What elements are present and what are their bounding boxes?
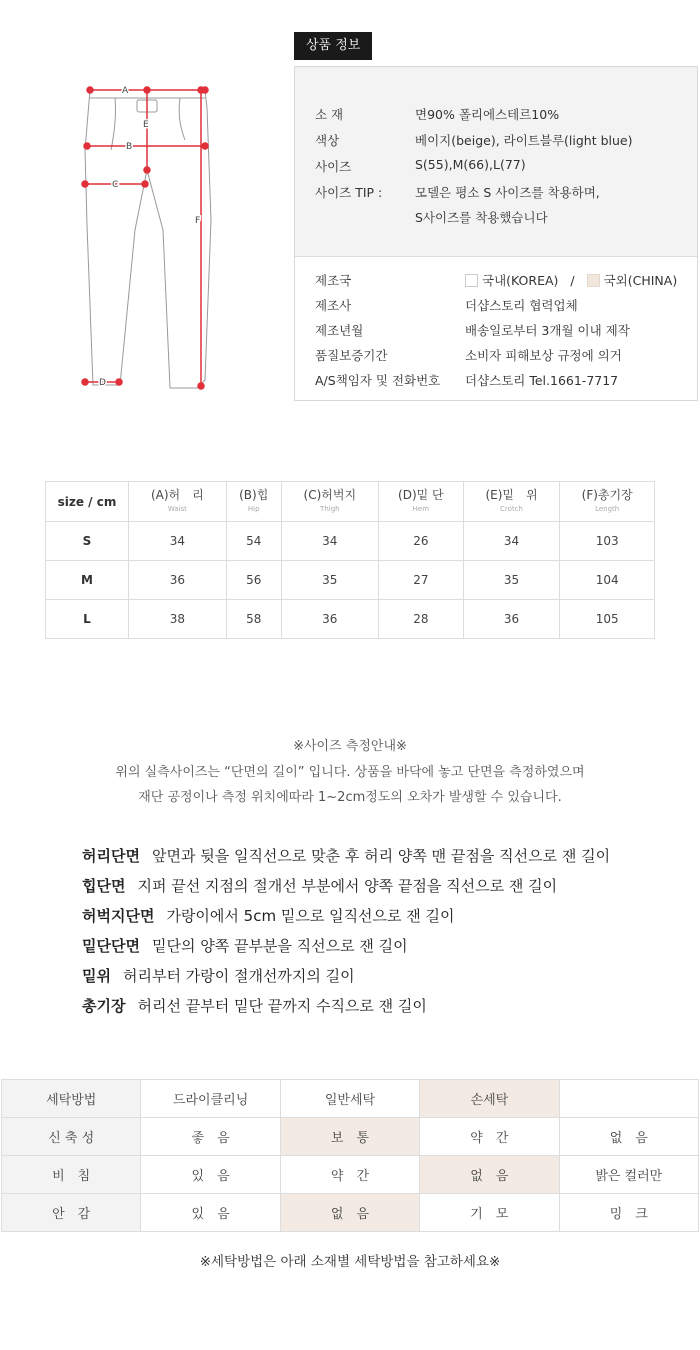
diagram-label-b: B — [126, 142, 133, 152]
size-cell: 26 — [378, 522, 463, 561]
size-tip-value-2: S사이즈를 착용했습니다 — [415, 210, 548, 225]
size-label: 사이즈 — [315, 159, 352, 174]
size-name: S — [46, 522, 129, 561]
size-col-header — [463, 482, 560, 522]
table-row — [2, 1080, 699, 1118]
origin-label: 제조국 — [315, 273, 352, 288]
table-row — [46, 561, 655, 600]
info-box — [294, 66, 698, 401]
size-cell: 105 — [560, 600, 655, 639]
foreign-checkbox-icon — [587, 274, 600, 287]
wash-table — [1, 1079, 699, 1232]
size-col-sub: Waist — [167, 504, 187, 513]
notice-title: ※사이즈 측정안내※ — [293, 739, 407, 754]
size-col-label: (D)밑 단 — [398, 487, 444, 502]
measure-desc: 지퍼 끝선 지점의 절개선 부분에서 양쪽 끝점을 직선으로 잰 길이 — [137, 877, 558, 895]
wash-cell: 기 모 — [420, 1194, 559, 1232]
size-table-header — [46, 482, 655, 522]
size-cell: 36 — [281, 600, 378, 639]
size-cell: 34 — [281, 522, 378, 561]
measure-term: 총기장 — [82, 997, 126, 1015]
size-cell: 104 — [560, 561, 655, 600]
origin-separator: / — [570, 273, 575, 288]
size-table-corner: size / cm — [46, 482, 129, 522]
origin-foreign: 국외(CHINA) — [603, 273, 678, 288]
table-row — [2, 1156, 699, 1194]
maker-value: 더샵스토리 협력업체 — [465, 298, 578, 313]
size-cell: 36 — [129, 561, 227, 600]
maker-label: 제조사 — [315, 298, 352, 313]
size-col-header — [129, 482, 227, 522]
info-title: 상품 정보 — [294, 32, 372, 60]
wash-footnote: ※세탁방법은 아래 소재별 세탁방법을 참고하세요※ — [199, 1254, 501, 1270]
size-col-label: (F)총기장 — [581, 487, 633, 502]
wash-cell: 드라이클리닝 — [141, 1080, 280, 1118]
size-table — [45, 481, 655, 639]
made-date-label: 제조년월 — [315, 323, 364, 338]
table-row — [46, 600, 655, 639]
wash-cell: 좋 음 — [141, 1118, 280, 1156]
pants-measurement-diagram — [75, 80, 225, 400]
measure-length — [82, 995, 427, 1016]
size-cell: 34 — [463, 522, 560, 561]
size-cell: 103 — [560, 522, 655, 561]
measure-desc: 허리부터 가랑이 절개선까지의 길이 — [122, 967, 355, 985]
measure-term: 허리단면 — [82, 847, 140, 865]
size-col-sub: Hem — [412, 504, 430, 513]
color-label: 색상 — [315, 133, 340, 148]
size-cell: 36 — [463, 600, 560, 639]
size-tip-label: 사이즈 TIP : — [315, 185, 383, 200]
size-col-label: (A)허 리 — [150, 487, 204, 502]
measure-crotch — [82, 965, 355, 986]
wash-cell: 있 음 — [141, 1156, 280, 1194]
wash-cell-selected: 손세탁 — [420, 1080, 559, 1118]
diagram-label-a: A — [122, 86, 129, 96]
domestic-checkbox-icon — [465, 274, 478, 287]
size-col-header — [281, 482, 378, 522]
size-col-header — [560, 482, 655, 522]
size-col-label: (E)밑 위 — [485, 487, 538, 502]
wash-cell: 밝은 컬러만 — [559, 1156, 698, 1194]
size-name: M — [46, 561, 129, 600]
size-cell: 35 — [463, 561, 560, 600]
wash-cell — [559, 1080, 698, 1118]
diagram-label-e: E — [143, 120, 149, 130]
as-contact-label: A/S책임자 및 전화번호 — [315, 373, 441, 388]
measure-desc: 가랑이에서 5cm 밑으로 일직선으로 잰 길이 — [166, 907, 455, 925]
size-col-label: (C)허벅지 — [303, 487, 357, 502]
size-col-sub: Thigh — [320, 504, 340, 513]
material-value: 면90% 폴리에스테르10% — [415, 107, 560, 122]
size-col-label: (B)힙 — [239, 487, 269, 502]
wash-cell-selected: 보 통 — [280, 1118, 419, 1156]
size-col-sub: Crotch — [500, 504, 523, 513]
size-col-header — [378, 482, 463, 522]
size-col-header — [226, 482, 281, 522]
made-date-value: 배송일로부터 3개월 이내 제작 — [465, 323, 630, 338]
measure-hem — [82, 935, 408, 956]
size-cell: 56 — [226, 561, 281, 600]
wash-cell: 있 음 — [141, 1194, 280, 1232]
size-col-sub: Length — [595, 504, 620, 513]
wash-cell: 세탁방법 — [2, 1080, 141, 1118]
warranty-label: 품질보증기간 — [315, 348, 388, 363]
diagram-label-d: D — [99, 378, 106, 388]
measure-term: 밑단단면 — [82, 937, 140, 955]
notice-line-1: 위의 실측사이즈는 “단면의 길이” 입니다. 상품을 바닥에 놓고 단면을 측정하였으며 — [115, 765, 585, 780]
measure-thigh — [82, 905, 455, 926]
wash-cell: 일반세탁 — [280, 1080, 419, 1118]
measure-term: 밑위 — [82, 967, 111, 985]
size-cell: 54 — [226, 522, 281, 561]
size-cell: 27 — [378, 561, 463, 600]
wash-cell: 신 축 성 — [2, 1118, 141, 1156]
info-summary — [295, 67, 697, 257]
measure-waist — [82, 845, 610, 866]
measure-desc: 허리선 끝부터 밑단 끝까지 수직으로 잰 길이 — [137, 997, 427, 1015]
size-cell: 58 — [226, 600, 281, 639]
table-row — [2, 1118, 699, 1156]
notice-line-2: 재단 공정이나 측정 위치에따라 1~2cm정도의 오차가 발생할 수 있습니다. — [138, 790, 562, 805]
wash-cell: 안 감 — [2, 1194, 141, 1232]
measure-term: 허벅지단면 — [82, 907, 155, 925]
size-value: S(55),M(66),L(77) — [415, 157, 526, 172]
size-col-sub: Hip — [247, 504, 260, 513]
table-row — [46, 522, 655, 561]
as-contact-value: 더샵스토리 Tel.1661-7717 — [465, 373, 619, 388]
measure-term: 힙단면 — [82, 877, 126, 895]
wash-cell-selected: 없 음 — [420, 1156, 559, 1194]
wash-cell: 없 음 — [559, 1118, 698, 1156]
size-cell: 28 — [378, 600, 463, 639]
wash-cell-selected: 없 음 — [280, 1194, 419, 1232]
color-value: 베이지(beige), 라이트블루(light blue) — [415, 133, 633, 148]
size-cell: 35 — [281, 561, 378, 600]
measure-desc: 밑단의 양쪽 끝부분을 직선으로 잰 길이 — [151, 937, 408, 955]
size-tip-value: 모델은 평소 S 사이즈를 착용하며, — [415, 185, 600, 200]
size-cell: 34 — [129, 522, 227, 561]
origin-domestic: 국내(KOREA) — [482, 273, 559, 288]
diagram-label-c: C — [112, 180, 119, 190]
table-row — [2, 1194, 699, 1232]
wash-cell: 약 간 — [280, 1156, 419, 1194]
wash-cell: 약 간 — [420, 1118, 559, 1156]
warranty-value: 소비자 피해보상 규정에 의거 — [465, 348, 622, 363]
size-name: L — [46, 600, 129, 639]
size-cell: 38 — [129, 600, 227, 639]
wash-cell: 밍 크 — [559, 1194, 698, 1232]
measure-desc: 앞면과 뒷을 일직선으로 맞춘 후 허리 양쪽 맨 끝점을 직선으로 잰 길이 — [151, 847, 611, 865]
material-label: 소 재 — [315, 107, 344, 122]
origin-value — [465, 271, 677, 289]
wash-cell: 비 침 — [2, 1156, 141, 1194]
measure-hip — [82, 875, 557, 896]
diagram-label-f: F — [195, 216, 201, 226]
